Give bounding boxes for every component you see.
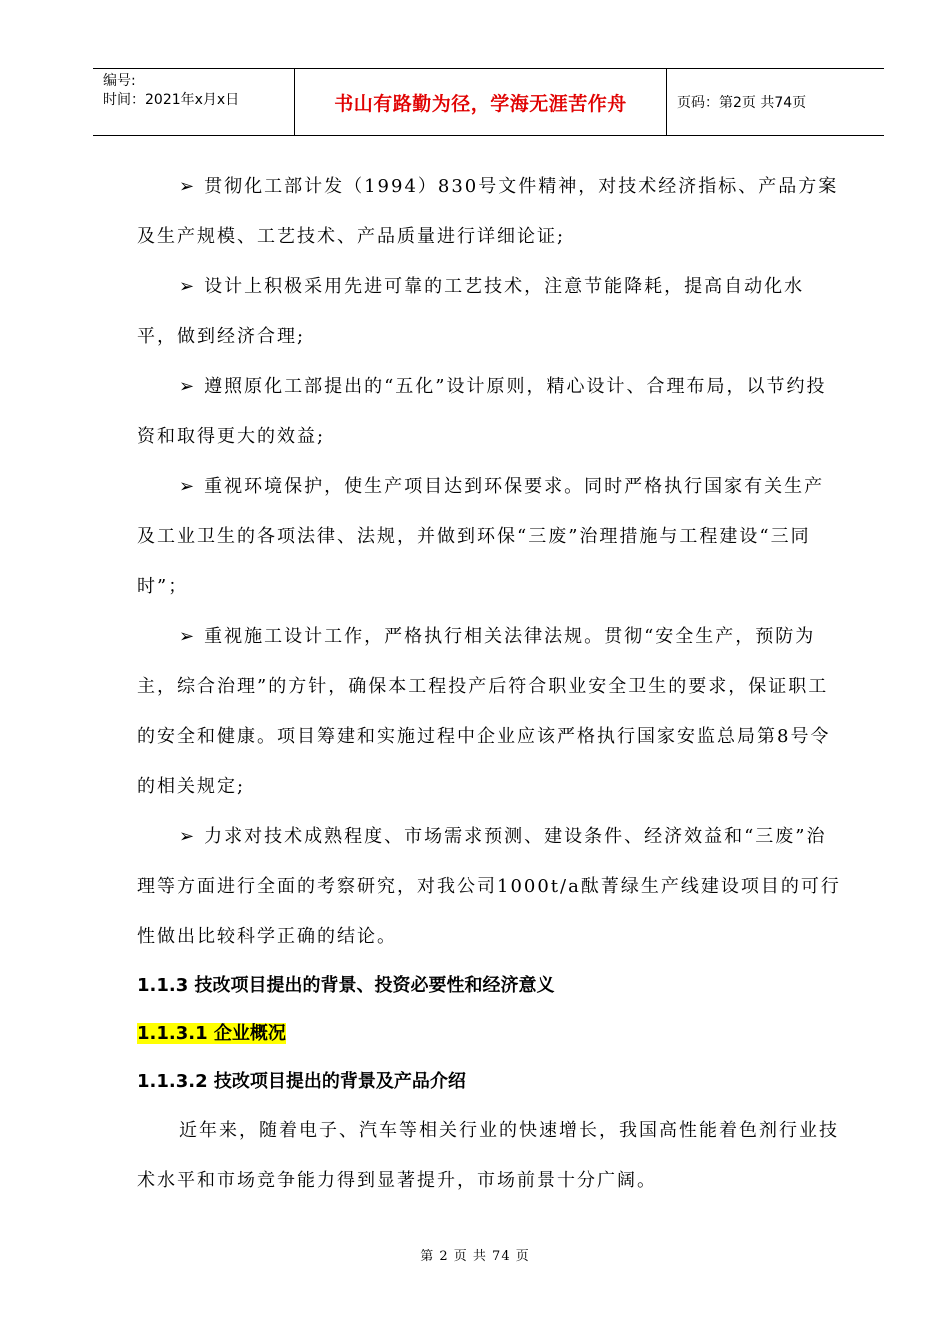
arrow-bullet-icon: ➢ (179, 276, 197, 297)
bullet-text: 设计上积极采用先进可靠的工艺技术，注意节能降耗，提高自动化水平，做到经济合理; (137, 276, 805, 347)
bullet-text: 贯彻化工部计发（1994）830号文件精神，对技术经济指标、产品方案及生产规模、工艺技术、产品质量进行详细论证; (137, 176, 839, 247)
bullet-text: 遵照原化工部提出的“五化”设计原则，精心设计、合理布局，以节约投资和取得更大的效益; (137, 376, 827, 447)
header-number-label: 编号: (103, 73, 136, 89)
bullet-item-6 (137, 812, 841, 962)
bullet-text: 重视环境保护，使生产项目达到环保要求。同时严格执行国家有关生产及工业卫生的各项法律、法规，并做到环保“三废”治理措施与工程建设“三同时”； (137, 476, 825, 597)
header-info-cell (93, 69, 295, 135)
arrow-bullet-icon: ➢ (179, 176, 197, 197)
bullet-item-4 (137, 462, 841, 612)
bullet-text: 力求对技术成熟程度、市场需求预测、建设条件、经济效益和“三废”治理等方面进行全面的考察研究，对我公司1000t/a酞菁绿生产线建设项目的可行性做出比较科学正确的结论。 (137, 826, 841, 947)
arrow-bullet-icon: ➢ (179, 376, 197, 397)
arrow-bullet-icon: ➢ (179, 476, 197, 497)
document-body (137, 162, 841, 1206)
arrow-bullet-icon: ➢ (179, 626, 197, 647)
bullet-text: 重视施工设计工作，严格执行相关法律法规。贯彻“安全生产，预防为主，综合治理”的方针，确保本工程投产后符合职业安全卫生的要求，保证职工的安全和健康。项目筹建和实施过程中企业应该严格执行国家安监总局第8号令的相关规定; (137, 626, 831, 797)
highlighted-heading-text: 1.1.3.1 企业概况 (137, 1023, 286, 1044)
bullet-item-1 (137, 162, 841, 262)
section-heading-1-1-3: 1.1.3 技改项目提出的背景、投资必要性和经济意义 (137, 975, 555, 996)
bullet-item-5 (137, 612, 841, 812)
header-page-label: 页码：第2页 共74页 (677, 95, 807, 111)
header-motto: 书山有路勤为径，学海无涯苦作舟 (295, 69, 667, 135)
section-heading-1-1-3-1 (137, 1010, 841, 1058)
arrow-bullet-icon: ➢ (179, 826, 197, 847)
section-heading-1-1-3-2: 1.1.3.2 技改项目提出的背景及产品介绍 (137, 1071, 466, 1092)
page-footer: 第 2 页 共 74 页 (420, 1249, 530, 1264)
bullet-item-2 (137, 262, 841, 362)
bullet-item-3 (137, 362, 841, 462)
body-paragraph: 近年来，随着电子、汽车等相关行业的快速增长，我国高性能着色剂行业技术水平和市场竞争能力得到显著提升，市场前景十分广阔。 (137, 1120, 839, 1191)
header-time-label: 时间：2021年x月x日 (103, 92, 240, 108)
page-header (93, 68, 884, 136)
